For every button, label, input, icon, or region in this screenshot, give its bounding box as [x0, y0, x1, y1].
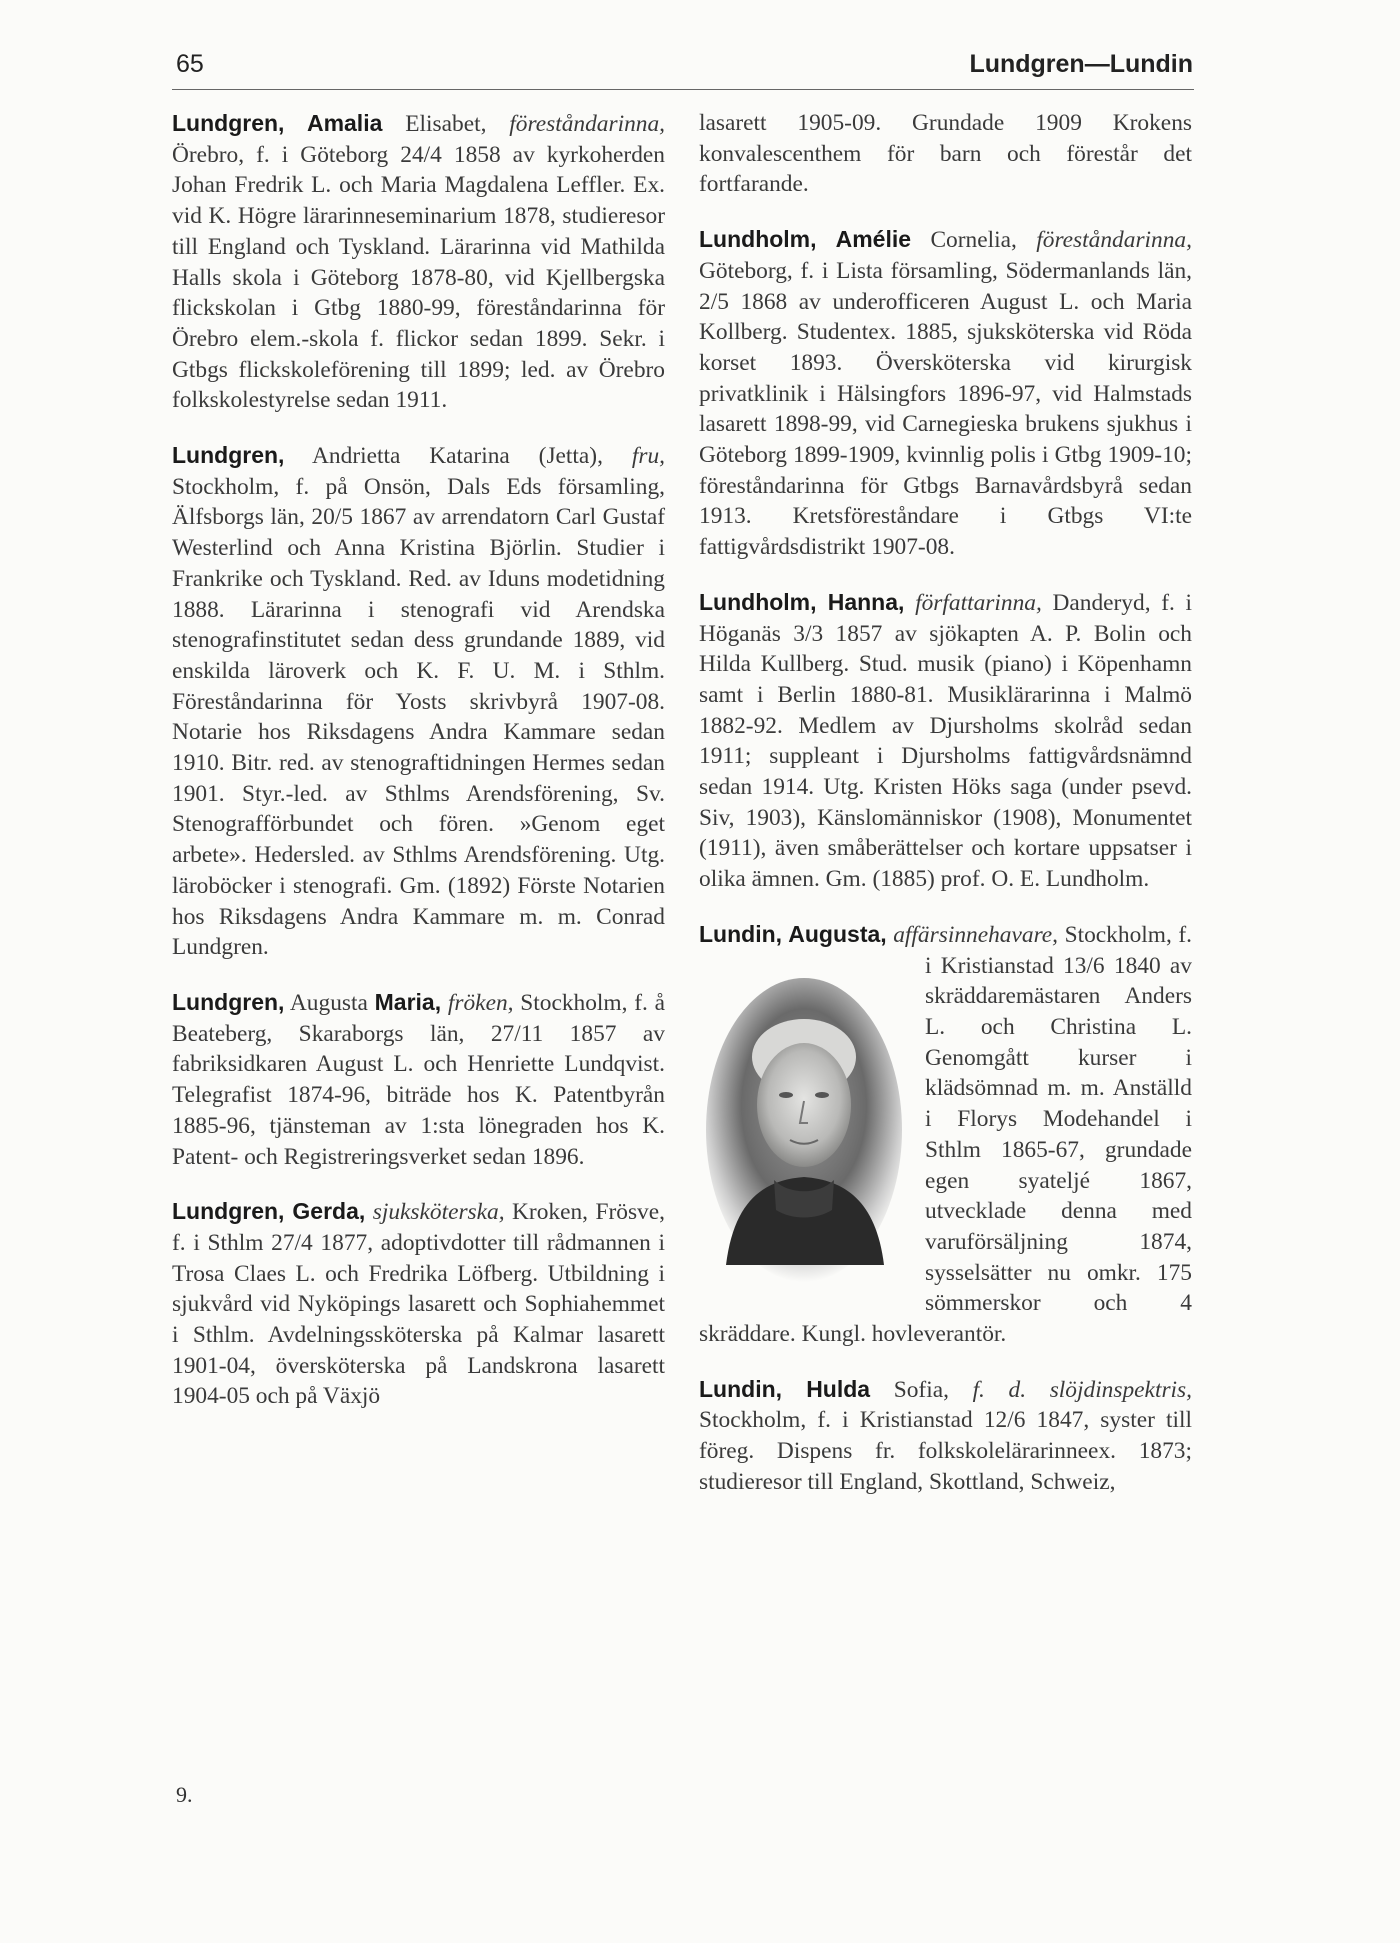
- entry-name: Lundgren, Gerda,: [172, 1198, 366, 1225]
- page-number: 65: [176, 50, 204, 78]
- entry-lundgren-gerda: [172, 1196, 665, 1412]
- entry-text: Göteborg, f. i Lista församling, Södermanlands län, 2/5 1868 av underofficeren August L. och Maria Kollberg. Studentex. 1885, sjuksköterska vid Röda korset 1893. Översköterska vid kirurgisk privatklinik i Hälsingfors 1896-97, vid Halmstads lasarett 1898-99, vid Carnegieska brukens sjukhus i Göteborg 1899-1909, kvinnlig polis i Gtbg 1909-10; föreståndarinna för Gtbgs Barnavårdsbyrå sedan 1913. Kretsföreståndare i Gtbgs VI:te fattigvårdsdistrikt 1907-08.: [699, 257, 1192, 561]
- entry-name: Lundgren, Amalia: [172, 110, 383, 136]
- entry-text: Elisabet,: [382, 111, 510, 137]
- entry-name: Lundgren,: [172, 442, 285, 469]
- right-column: [699, 108, 1192, 1522]
- header-rule: [172, 89, 1194, 90]
- entry-text: Stockholm, f. på Onsön, Dals Eds församling, Älfsborgs län, 20/5 1867 av arrendatorn Carl Gustaf Westerlind och Anna Kristina Björlin. Studier i Frankrike och Tyskland. Red. av Iduns modetidning 1888. Lärarinna i stenografi vid Arendska stenografinstitutet sedan dess grundande 1889, vid enskilda läroverk och K. F. U. M. i Sthlm. Föreståndarinna för Yosts skrivbyrå 1907-08. Notarie hos Riksdagens Andra Kammare sedan 1910. Bitr. red. av stenograftidningen Hermes sedan 1901. Styr.-led. av Sthlms Arendsförening, Sv. Stenografförbundet och fören. »Genom eget arbete». Hedersled. av Sthlms Arendsförening. Utg. läroböcker i stenografi. Gm. (1892) Förste Notarien hos Riksdagens Andra Kammare m. m. Conrad Lundgren.: [172, 473, 665, 961]
- entry-lundin-hulda: [699, 1374, 1192, 1498]
- entry-lundgren-augusta-maria: [172, 987, 665, 1172]
- portrait-photo: [699, 965, 909, 1295]
- entry-occupation: föreståndarinna,: [1036, 227, 1192, 254]
- entry-lundgren-amalia: [172, 108, 665, 416]
- portrait-image: [704, 965, 904, 1285]
- entry-lundgren-andrietta: [172, 440, 665, 963]
- entry-occupation: fru,: [631, 443, 665, 470]
- left-column: [172, 108, 665, 1436]
- entry-text: Stockholm, f. å Beateberg, Skaraborgs län, 27/11 1857 av fabriksidkaren August L. och Henriette Lundqvist. Telegrafist 1874-96, biträde hos K. Patentbyrån 1885-96, tjänsteman av 1:sta lönegraden hos K. Patent- och Registreringsverket sedan 1896.: [172, 989, 666, 1170]
- entry-text: Danderyd, f. i Höganäs 3/3 1857 av sjökapten A. P. Bolin och Hilda Kullberg. Stud. musik (piano) i Köpenhamn samt i Berlin 1880-81. Musiklärarinna i Malmö 1882-92. Medlem av Djursholms skolråd sedan 1911; suppleant i Djursholms fattigvårdsnämnd sedan 1914. Utg. Kristen Höks saga (under psevd. Siv, 1903), Känslomänniskor (1908), Monumentet (1911), även småberättelser och kortare uppsatser i olika ämnen. Gm. (1885) prof. O. E. Lundholm.: [699, 589, 1192, 893]
- entry-text: [904, 590, 915, 616]
- entry-lundholm-amelie: [699, 224, 1192, 563]
- entry-name: Lundholm, Amélie: [699, 226, 912, 253]
- entry-text: [365, 1199, 372, 1225]
- entry-name-part: Maria,: [374, 988, 442, 1015]
- entry-occupation: f. d. slöjdinspektris,: [972, 1376, 1192, 1403]
- entry-continuation: lasarett 1905-09. Grundade 1909 Krokens konvalescenthem för barn och förestår det fortfarande.: [699, 110, 1192, 198]
- entry-text: Örebro, f. i Göteborg 24/4 1858 av kyrkoherden Johan Fredrik L. och Maria Magdalena Leffler. Ex. vid K. Högre lärarinneseminarium 1878, studieresor till England och Tyskland. Lärarinna vid Mathilda Halls skola i Göteborg 1878-80, vid Kjellbergska flickskolan i Gtbg 1880-99, föreståndarinna för Örebro elem.-skola f. flickor sedan 1899. Sekr. i Gtbgs flickskoleförening till 1899; led. av Örebro folkskolestyrelse sedan 1911.: [172, 141, 665, 414]
- entry-occupation: affärsinnehavare,: [893, 921, 1059, 948]
- entry-name: Lundholm, Hanna,: [699, 588, 905, 615]
- running-title: Lundgren—Lundin: [969, 50, 1193, 78]
- entry-text: Stockholm, f. i Kristianstad 12/6 1847, syster till föreg. Dispens fr. folkskolelärarinneex. 1873; studieresor till England, Skottland, Schweiz,: [699, 1407, 1192, 1495]
- signature-mark: 9.: [176, 1782, 193, 1807]
- entry-occupation: föreståndarinna,: [509, 111, 666, 137]
- entry-name: Lundin, Augusta,: [699, 920, 887, 947]
- entry-occupation: sjuksköterska,: [372, 1199, 505, 1226]
- entry-name: Lundgren,: [172, 988, 285, 1015]
- entry-name: Lundin, Hulda: [699, 1375, 871, 1402]
- entry-lundholm-hanna: [699, 587, 1192, 895]
- entry-text: Kroken, Frösve, f. i Sthlm 27/4 1877, adoptivdotter till rådmannen i Trosa Claes L. och Fredrika Löfberg. Utbildning i sjukvård vid Nyköpings lasarett och Sophiahemmet i Sthlm. Avdelningssköterska på Kalmar lasarett 1901-04, översköterska på Landskrona lasarett 1904-05 och på Växjö: [172, 1199, 665, 1410]
- entry-text: Sofia,: [870, 1376, 973, 1403]
- entry-text: Augusta: [284, 989, 375, 1016]
- entry-occupation: fröken,: [441, 989, 514, 1016]
- entry-occupation: författarinna,: [915, 589, 1042, 616]
- entry-text: Andrietta Katarina (Jetta),: [284, 443, 632, 470]
- entry-text: Stockholm, f. i Kristianstad 13/6 1840 av skräddaremästaren Anders L. och Christina L. Genomgått kurser i klädsömnad m. m. Anställd i Florys Modehandel i Sthlm 1865-67, grundade egen syateljé 1867, utvecklade denna med varuförsäljning 1874, sysselsätter nu omkr. 175 sömmerskor och 4 skräddare. Kungl. hovleverantör.: [699, 921, 1192, 1348]
- entry-text: Cornelia,: [911, 227, 1037, 254]
- entry-lundin-augusta: [699, 919, 1192, 1350]
